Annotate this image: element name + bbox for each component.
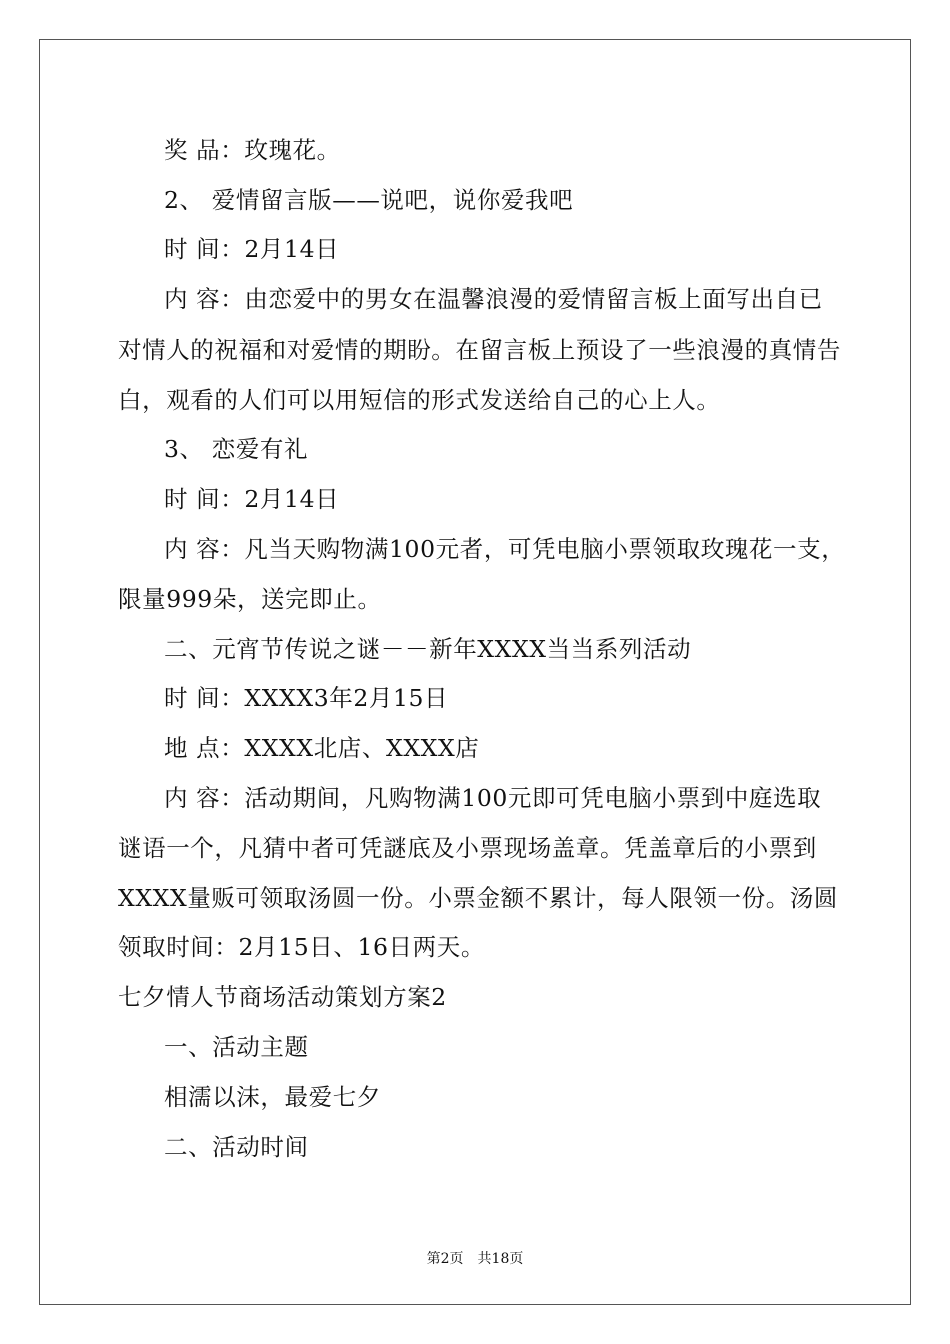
section-heading-lantern: 二、元宵节传说之谜－－新年XXXX当当系列活动: [164, 635, 692, 663]
section-heading-love-gift: 3、 恋爱有礼: [164, 435, 309, 463]
page-border: [39, 39, 911, 1305]
content-line: 白，观看的人们可以用短信的形式发送给自己的心上人。: [118, 386, 721, 414]
page-total: 共18页: [477, 1251, 524, 1267]
section-heading-love-board: 2、 爱情留言版——说吧，说你爱我吧: [164, 186, 574, 214]
location-line: 地 点：XXXX北店、XXXX店: [164, 734, 480, 762]
content-line: 内 容：活动期间，凡购物满100元即可凭电脑小票到中庭选取: [164, 784, 822, 812]
time-line: 时 间：2月14日: [164, 485, 340, 513]
section-heading-time: 二、活动时间: [164, 1133, 309, 1161]
content-line: 内 容：由恋爱中的男女在温馨浪漫的爱情留言板上面写出自已: [164, 285, 823, 313]
theme-text: 相濡以沫，最爱七夕: [164, 1083, 381, 1111]
document-title: 七夕情人节商场活动策划方案2: [118, 983, 447, 1011]
content-line: 对情人的祝福和对爱情的期盼。在留言板上预设了一些浪漫的真情告: [118, 336, 841, 364]
content-line: XXXX量贩可领取汤圆一份。小票金额不累计，每人限领一份。汤圆: [118, 884, 839, 912]
content-line: 内 容：凡当天购物满100元者，可凭电脑小票领取玫瑰花一支，: [164, 535, 846, 563]
section-heading-theme: 一、活动主题: [164, 1033, 309, 1061]
page-number: 第2页: [426, 1251, 464, 1267]
prize-line: 奖 品：玫瑰花。: [164, 136, 341, 164]
time-line: 时 间：XXXX3年2月15日: [164, 684, 449, 712]
time-line: 时 间：2月14日: [164, 235, 340, 263]
page-footer: [0, 1250, 950, 1268]
content-line: 谜语一个，凡猜中者可凭謎底及小票现场盖章。凭盖章后的小票到: [118, 834, 817, 862]
content-line: 领取时间：2月15日、16日两天。: [118, 933, 485, 961]
content-line: 限量999朵，送完即止。: [118, 585, 382, 613]
